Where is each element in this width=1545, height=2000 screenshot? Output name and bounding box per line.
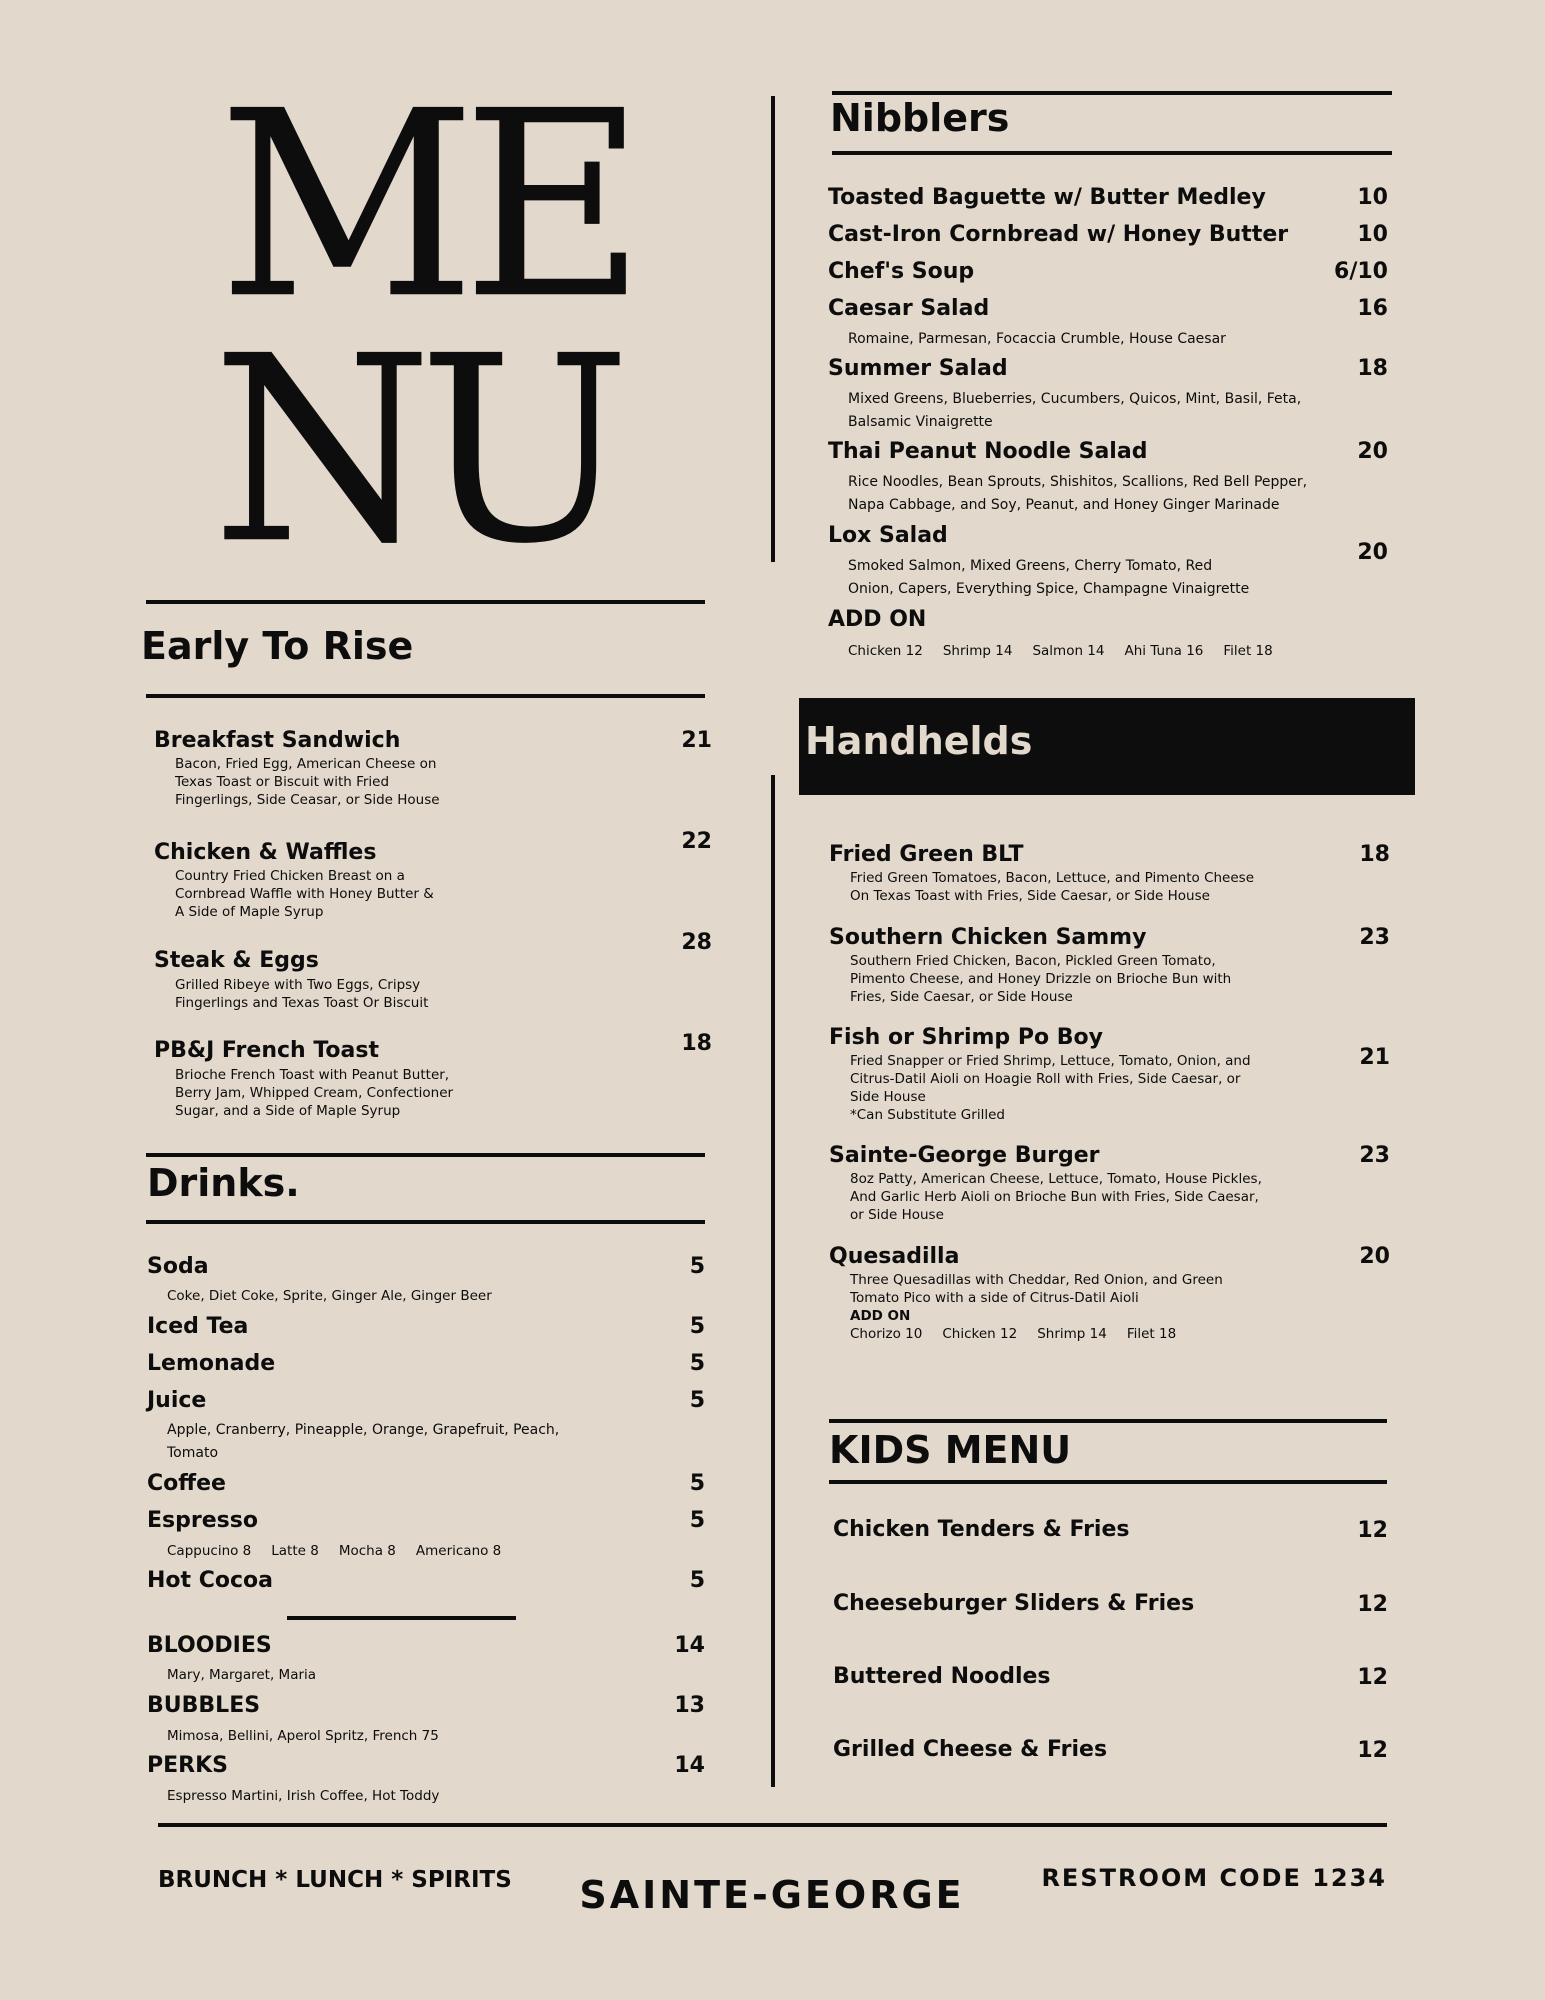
menu-title-line2: NU bbox=[212, 301, 617, 601]
kids-item-noodles-price: 12 bbox=[1357, 1665, 1388, 1690]
footer-rule bbox=[158, 1823, 1387, 1827]
spirit-bloodies-price: 14 bbox=[674, 1633, 705, 1658]
footer-restroom-code: RESTROOM CODE 1234 bbox=[1041, 1864, 1387, 1892]
spirit-perks-name: PERKS bbox=[147, 1753, 228, 1778]
drink-lemonade-price: 5 bbox=[689, 1351, 705, 1376]
handheld-quesadilla-name: Quesadilla bbox=[829, 1244, 960, 1269]
item-desc: Grilled Ribeye with Two Eggs, Cripsy Fingerlings and Texas Toast Or Biscuit bbox=[175, 977, 429, 1011]
spirit-bubbles-name: BUBBLES bbox=[147, 1693, 261, 1718]
handheld-quesadilla-desc: Three Quesadillas with Cheddar, Red Onion, and Green Tomato Pico with a side of Citrus-Datil Aioli bbox=[850, 1272, 1223, 1306]
nibbler-thai-desc: Rice Noodles, Bean Sprouts, Shishitos, Scallions, Red Bell Pepper, Napa Cabbage, and Soy, Peanut, and Honey Ginger Marinade bbox=[848, 474, 1308, 513]
drink-juice-price: 5 bbox=[689, 1388, 705, 1413]
kids-item-sliders-name: Cheeseburger Sliders & Fries bbox=[833, 1591, 1195, 1616]
kids-item-grilled-cheese-price: 12 bbox=[1357, 1738, 1388, 1763]
item-price: 28 bbox=[681, 930, 712, 955]
drink-espresso-options: Cappucino 8 Latte 8 Mocha 8 Americano 8 bbox=[167, 1543, 502, 1559]
kids-rule-bottom bbox=[829, 1480, 1387, 1484]
item-name: Breakfast Sandwich bbox=[154, 728, 401, 753]
nibblers-rule-bottom bbox=[832, 151, 1392, 155]
item-desc: Bacon, Fried Egg, American Cheese on Texas Toast or Biscuit with Fried Fingerlings, Side Ceasar, or Side House bbox=[175, 756, 440, 808]
drinks-heading: Drinks. bbox=[147, 1161, 300, 1205]
nibbler-cornbread-name: Cast-Iron Cornbread w/ Honey Butter bbox=[828, 222, 1289, 247]
spirit-bloodies-desc: Mary, Margaret, Maria bbox=[167, 1667, 317, 1683]
drink-espresso-name: Espresso bbox=[147, 1508, 258, 1533]
drink-soda-name: Soda bbox=[147, 1254, 209, 1279]
spirit-bubbles-desc: Mimosa, Bellini, Aperol Spritz, French 75 bbox=[167, 1728, 439, 1744]
drink-soda-price: 5 bbox=[689, 1254, 705, 1279]
nibbler-cornbread-price: 10 bbox=[1357, 222, 1388, 247]
early-rule-bottom bbox=[146, 694, 705, 698]
handheld-blt-price: 18 bbox=[1359, 842, 1390, 867]
drinks-rule-bottom bbox=[146, 1220, 705, 1224]
handheld-poboy-price: 21 bbox=[1359, 1045, 1390, 1070]
handheld-sammy-price: 23 bbox=[1359, 925, 1390, 950]
handheld-poboy-name: Fish or Shrimp Po Boy bbox=[829, 1025, 1103, 1050]
handheld-quesadilla-price: 20 bbox=[1359, 1244, 1390, 1269]
nibbler-summer-desc: Mixed Greens, Blueberries, Cucumbers, Quicos, Mint, Basil, Feta, Balsamic Vinaigrette bbox=[848, 391, 1302, 430]
spirit-perks-price: 14 bbox=[674, 1753, 705, 1778]
nibbler-caesar-price: 16 bbox=[1357, 296, 1388, 321]
kids-item-tenders-price: 12 bbox=[1357, 1518, 1388, 1543]
nibbler-caesar-desc: Romaine, Parmesan, Focaccia Crumble, House Caesar bbox=[848, 331, 1226, 347]
nibbler-thai-name: Thai Peanut Noodle Salad bbox=[828, 439, 1148, 464]
kids-rule-top bbox=[829, 1419, 1387, 1423]
drink-lemonade-name: Lemonade bbox=[147, 1351, 276, 1376]
nibbler-baguette-name: Toasted Baguette w/ Butter Medley bbox=[828, 185, 1266, 210]
drink-coffee-name: Coffee bbox=[147, 1471, 226, 1496]
handheld-burger-price: 23 bbox=[1359, 1143, 1390, 1168]
item-name: PB&J French Toast bbox=[154, 1038, 379, 1063]
handheld-sammy-desc: Southern Fried Chicken, Bacon, Pickled Green Tomato, Pimento Cheese, and Honey Drizzle on Brioche Bun with Fries, Side Caesar, or Side House bbox=[850, 953, 1232, 1005]
spirit-bloodies-name: BLOODIES bbox=[147, 1633, 272, 1658]
drink-iced-tea-name: Iced Tea bbox=[147, 1314, 249, 1339]
nibbler-summer-name: Summer Salad bbox=[828, 356, 1008, 381]
nibbler-caesar-name: Caesar Salad bbox=[828, 296, 990, 321]
nibblers-heading: Nibblers bbox=[830, 96, 1010, 140]
menu-title-line1: ME bbox=[218, 56, 632, 356]
handheld-blt-desc: Fried Green Tomatoes, Bacon, Lettuce, and Pimento Cheese On Texas Toast with Fries, Side Caesar, or Side House bbox=[850, 870, 1255, 904]
spirit-perks-desc: Espresso Martini, Irish Coffee, Hot Toddy bbox=[167, 1788, 440, 1804]
spirit-bubbles-price: 13 bbox=[674, 1693, 705, 1718]
item-desc: Brioche French Toast with Peanut Butter, Berry Jam, Whipped Cream, Confectioner Sugar, and a Side of Maple Syrup bbox=[175, 1067, 454, 1119]
vertical-divider-bottom bbox=[771, 775, 775, 1787]
handheld-addon-label: ADD ON bbox=[850, 1308, 911, 1324]
drink-hot-cocoa-price: 5 bbox=[689, 1568, 705, 1593]
drink-hot-cocoa-name: Hot Cocoa bbox=[147, 1568, 273, 1593]
nibbler-lox-desc: Smoked Salmon, Mixed Greens, Cherry Tomato, Red Onion, Capers, Everything Spice, Champagne Vinaigrette bbox=[848, 558, 1250, 597]
nibbler-baguette-price: 10 bbox=[1357, 185, 1388, 210]
kids-item-sliders-price: 12 bbox=[1357, 1592, 1388, 1617]
drinks-rule-top bbox=[146, 1153, 705, 1157]
item-desc: Country Fried Chicken Breast on a Cornbread Waffle with Honey Butter & A Side of Maple Syrup bbox=[175, 868, 434, 920]
nibbler-addon-label: ADD ON bbox=[828, 607, 927, 632]
handheld-blt-name: Fried Green BLT bbox=[829, 842, 1024, 867]
handheld-sammy-name: Southern Chicken Sammy bbox=[829, 925, 1147, 950]
early-rule-top bbox=[146, 600, 705, 604]
kids-heading: KIDS MENU bbox=[829, 1428, 1072, 1472]
kids-item-tenders-name: Chicken Tenders & Fries bbox=[833, 1517, 1130, 1542]
item-price: 22 bbox=[681, 829, 712, 854]
nibblers-rule-top bbox=[832, 91, 1392, 95]
nibbler-soup-name: Chef's Soup bbox=[828, 259, 975, 284]
handheld-burger-name: Sainte-George Burger bbox=[829, 1143, 1100, 1168]
kids-item-noodles-name: Buttered Noodles bbox=[833, 1664, 1051, 1689]
nibbler-addon-options: Chicken 12 Shrimp 14 Salmon 14 Ahi Tuna 16 Filet 18 bbox=[848, 643, 1273, 659]
item-name: Steak & Eggs bbox=[154, 948, 319, 973]
drink-espresso-price: 5 bbox=[689, 1508, 705, 1533]
item-price: 18 bbox=[681, 1031, 712, 1056]
item-price: 21 bbox=[681, 728, 712, 753]
nibbler-lox-name: Lox Salad bbox=[828, 523, 948, 548]
nibbler-thai-price: 20 bbox=[1357, 439, 1388, 464]
drink-juice-desc: Apple, Cranberry, Pineapple, Orange, Grapefruit, Peach, Tomato bbox=[167, 1422, 560, 1461]
drink-soda-desc: Coke, Diet Coke, Sprite, Ginger Ale, Ginger Beer bbox=[167, 1288, 492, 1304]
early-heading: Early To Rise bbox=[141, 624, 414, 668]
nibbler-soup-price: 6/10 bbox=[1334, 259, 1388, 284]
drink-coffee-price: 5 bbox=[689, 1471, 705, 1496]
handheld-addon-options: Chorizo 10 Chicken 12 Shrimp 14 Filet 18 bbox=[850, 1326, 1177, 1342]
nibbler-summer-price: 18 bbox=[1357, 356, 1388, 381]
spirits-divider bbox=[287, 1616, 516, 1620]
drink-juice-name: Juice bbox=[147, 1388, 207, 1413]
drink-iced-tea-price: 5 bbox=[689, 1314, 705, 1339]
item-name: Chicken & Waffles bbox=[154, 840, 377, 865]
handhelds-heading: Handhelds bbox=[805, 719, 1033, 763]
handheld-poboy-desc: Fried Snapper or Fried Shrimp, Lettuce, Tomato, Onion, and Citrus-Datil Aioli on Hoagie Roll with Fries, Side Caesar, or Side House *Can Substitute Grilled bbox=[850, 1053, 1251, 1123]
vertical-divider-top bbox=[771, 96, 775, 562]
footer-restaurant-name: SAINTE-GEORGE bbox=[579, 1873, 965, 1917]
kids-item-grilled-cheese-name: Grilled Cheese & Fries bbox=[833, 1737, 1108, 1762]
footer-tagline: BRUNCH * LUNCH * SPIRITS bbox=[158, 1867, 512, 1893]
nibbler-lox-price: 20 bbox=[1357, 540, 1388, 565]
handheld-burger-desc: 8oz Patty, American Cheese, Lettuce, Tomato, House Pickles, And Garlic Herb Aioli on Brioche Bun with Fries, Side Caesar, or Side House bbox=[850, 1171, 1262, 1223]
